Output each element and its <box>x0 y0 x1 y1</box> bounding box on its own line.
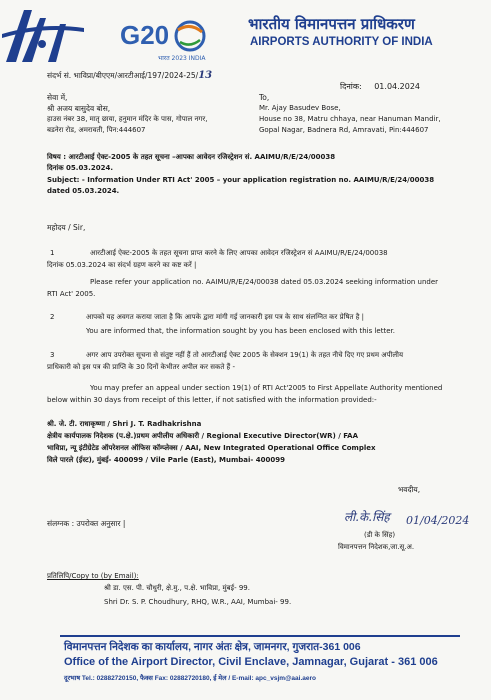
para1-number: 1 <box>50 249 55 257</box>
org-title-english: AIRPORTS AUTHORITY OF INDIA <box>250 36 433 48</box>
recipient-hindi-address-2: बडनेरा रोड, अमरावती, पिन:444607 <box>47 126 146 134</box>
para2-hindi: आपको यह अवगत कराया जाता है कि आपके द्वारा मांगी गई जानकारी इस पत्र के साथ संलग्नित कर प्रेषित है | <box>86 313 364 321</box>
para3-english-line2: below within 30 days from receipt of this letter, if not satisfied with the information provided:- <box>47 396 377 404</box>
appellate-name: श्री. जे. टी. राधाकृष्णा / Shri J. T. Radhakrishna <box>47 420 202 428</box>
aai-logo <box>2 4 84 66</box>
recipient-english-salutation: To, <box>259 93 270 102</box>
appellate-designation: क्षेत्रीय कार्यपालक निदेशक (प.क्षे.)प्रथम अपीलीय अधिकारी / Regional Executive Director(WR) / FAA <box>47 432 359 440</box>
g20-logo <box>120 18 216 66</box>
g20-subtext: भारत 2023 INDIA <box>158 55 206 62</box>
recipient-hindi-address-1: हाउस नंबर 38, मातृ छाया, हनुमान मंदिर के पास, गोपाल नगर, <box>47 115 208 123</box>
subject-english-line1: Subject: - Information Under RTI Act' 2005 – your application registration no. AAIMU/R/E/24/00038 <box>47 176 435 184</box>
para3-english-line1: You may prefer an appeal under section 19(1) of RTI Act'2005 to First Appellate Authority mentioned <box>90 384 443 392</box>
para3-number: 3 <box>50 351 55 359</box>
signature: ली.के.सिंह <box>344 510 390 524</box>
footer-contact: दूरभाष Tel.: 02882720150, फैक्स Fax: 02882720180, ई मेल / E-mail: apc_vsjm@aai.aero <box>64 675 316 682</box>
para1-english-line1: Please refer your application no. AAIMU/R/E/24/00038 dated 05.03.2024 seeking information under <box>90 278 439 286</box>
body-salutation: महोदय / Sir, <box>47 223 86 232</box>
para1-hindi-line1: आरटीआई ऐक्ट-2005 के तहत सूचना प्राप्त करने के लिए आपका आवेदन रजिस्ट्रेशन सं AAIMU/R/E/24/00038 <box>90 249 388 257</box>
closing-bhavdiya: भवदीय, <box>398 485 421 494</box>
date-value: 01.04.2024 <box>374 82 421 91</box>
footer-hindi-address: विमानपत्तन निदेशक का कार्यालय, नागर अंतः क्षेत्र, जामनगर, गुजरात-361 006 <box>64 641 361 653</box>
signature-date: 01/04/2024 <box>406 514 470 527</box>
para1-hindi-line2: दिनांक 05.03.2024 का संदर्भ ग्रहण करने का कष्ट करें | <box>47 261 197 269</box>
signatory-designation: विमानपत्तन निदेशक,जा.सू.अ. <box>338 543 415 551</box>
recipient-hindi-name: श्री अजय बासुदेव बोस, <box>47 104 111 113</box>
date-label: दिनांक: <box>340 82 362 91</box>
copy-to-english: Shri Dr. S. P. Choudhury, RHQ, W.R., AAI, Mumbai- 99. <box>104 598 292 606</box>
g20-text: G20 <box>120 20 170 50</box>
subject-hindi-line2: दिनांक 05.03.2024. <box>47 164 113 172</box>
subject-english-line2: dated 05.03.2024. <box>47 187 120 195</box>
subject-hindi-line1: विषय : आरटीआई ऐक्ट-2005 के तहत सूचना –आपका आवेदन रजिस्ट्रेशन सं. AAIMU/R/E/24/00038 <box>47 153 336 161</box>
recipient-english-address-1: House no 38, Matru chhaya, near Hanuman Mandir, <box>259 115 441 123</box>
reference-text: संदर्भ सं. भाविप्रा/बीएएम/आरटीआई/197/2024-25/ <box>47 71 199 80</box>
letter-date <box>340 82 420 92</box>
para3-hindi-line1: अगर आप उपरोक्त सूचना से संतुष्ट नहीं हैं तो आरटीआई ऐक्ट 2005 के सेक्शन 19(1) के तहत नीचे दिए गए प्रथम अपीलीय <box>86 351 404 359</box>
signatory-name: (डी के सिंह) <box>364 531 396 539</box>
footer-english-address: Office of the Airport Director, Civil Enclave, Jamnagar, Gujarat - 361 006 <box>64 656 438 668</box>
org-title-hindi: भारतीय विमानपत्तन प्राधिकरण <box>248 15 415 33</box>
para3-hindi-line2: प्राधिकारी को इस पत्र की प्राप्ति के 30 दिनों केभीतर अपील कर सकते हैं - <box>47 363 236 371</box>
footer-divider <box>60 635 460 637</box>
para1-english-line2: RTI Act' 2005. <box>47 290 96 298</box>
appellate-address: विले पारले (ईस्ट), मुंबई- 400099 / Vile Parle (East), Mumbai- 400099 <box>47 456 285 464</box>
copy-to-hindi: श्री डा. एस. पी. चौधुरी, क्षे.मु., प.क्षे. भाविप्रा, मुंबई- 99. <box>104 584 250 592</box>
para2-number: 2 <box>50 313 55 321</box>
recipient-english-address-2: Gopal Nagar, Badnera Rd, Amravati, Pin:444607 <box>259 126 429 134</box>
copy-to-label: प्रतिलिपि/Copy to (by Email): <box>47 572 139 580</box>
reference-handwritten-number: 13 <box>198 70 213 81</box>
recipient-hindi-salutation: सेवा में, <box>47 93 68 102</box>
recipient-english-name: Mr. Ajay Basudev Bose, <box>259 104 341 112</box>
enclosure-label: संलग्नक : उपरोक्त अनुसार | <box>47 519 126 528</box>
appellate-office: भाविप्रा, न्यू इंटीग्रेटेड ऑपरेशनल ऑफिस कॉम्प्लेक्स / AAI, New Integrated Operational Office Complex <box>47 444 376 452</box>
para2-english: You are informed that, the information sought by you has been enclosed with this letter. <box>86 327 395 335</box>
reference-number <box>47 71 212 80</box>
